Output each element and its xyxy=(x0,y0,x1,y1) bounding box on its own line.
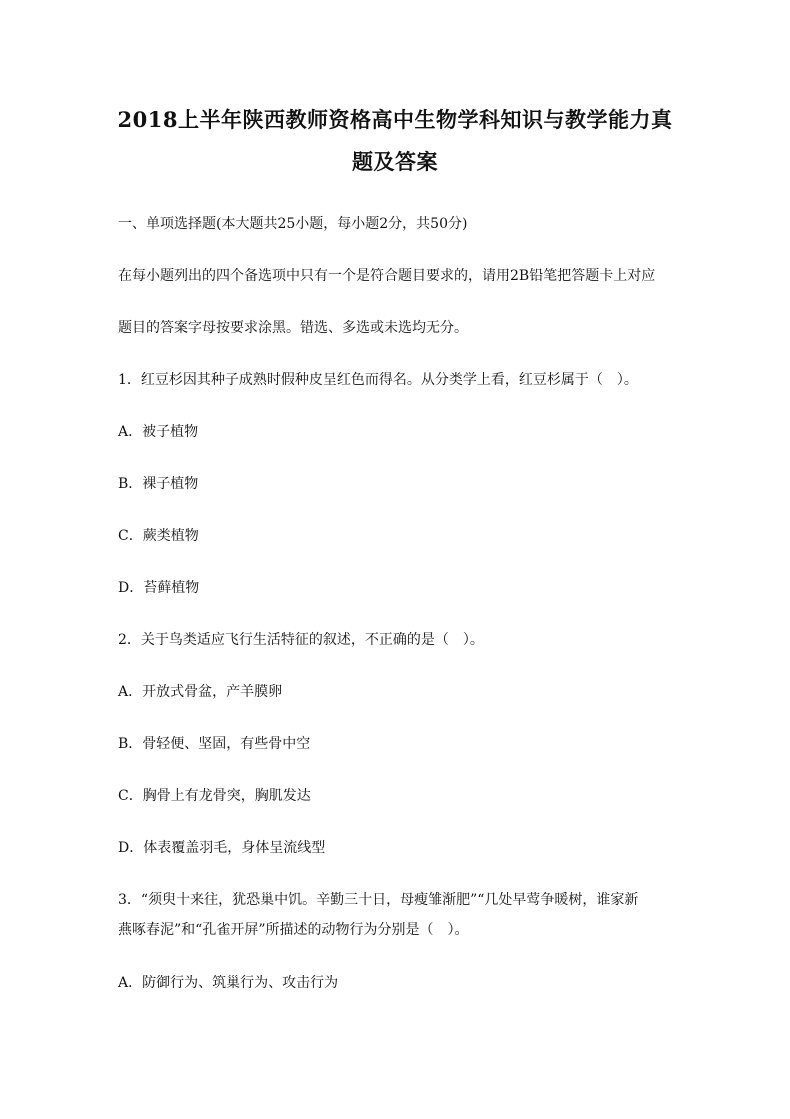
question-2-option-b: B．骨轻便、坚固，有些骨中空 xyxy=(118,736,311,752)
question-2-option-d: D．体表覆盖羽毛，身体呈流线型 xyxy=(118,840,326,856)
question-3-option-a: A．防御行为、筑巢行为、攻击行为 xyxy=(118,975,339,991)
question-2-stem: 2．关于鸟类适应飞行生活特征的叙述，不正确的是（ ）。 xyxy=(118,632,484,648)
question-2-option-c: C．胸骨上有龙骨突，胸肌发达 xyxy=(118,788,311,804)
section-heading: 一、单项选择题(本大题共25小题，每小题2分，共50分) xyxy=(118,216,468,232)
question-3-stem-line-2: 燕啄春泥”和“孔雀开屏”所描述的动物行为分别是（ ）。 xyxy=(118,922,469,938)
document-title-line-2: 题及答案 xyxy=(352,149,438,174)
question-1-option-d: D．苔藓植物 xyxy=(118,580,200,596)
document-title-line-1: 2018上半年陕西教师资格高中生物学科知识与教学能力真 xyxy=(117,107,673,132)
question-1-option-a: A．被子植物 xyxy=(118,424,199,440)
instructions-line-2: 题目的答案字母按要求涂黑。错选、多选或未选均无分。 xyxy=(118,320,468,336)
question-3-stem-line-1: 3．“须臾十来往，犹恐巢中饥。辛勤三十日，母瘦雏渐肥”“几处早莺争暖树，谁家新 xyxy=(118,892,639,908)
question-1-stem: 1．红豆杉因其种子成熟时假种皮呈红色而得名。从分类学上看，红豆杉属于（ ）。 xyxy=(118,372,638,388)
question-1-option-c: C．蕨类植物 xyxy=(118,528,199,544)
question-2-option-a: A．开放式骨盆，产羊膜卵 xyxy=(118,684,283,700)
question-1-option-b: B．裸子植物 xyxy=(118,476,199,492)
instructions-line-1: 在每小题列出的四个备选项中只有一个是符合题目要求的，请用2B铅笔把答题卡上对应 xyxy=(118,268,656,284)
